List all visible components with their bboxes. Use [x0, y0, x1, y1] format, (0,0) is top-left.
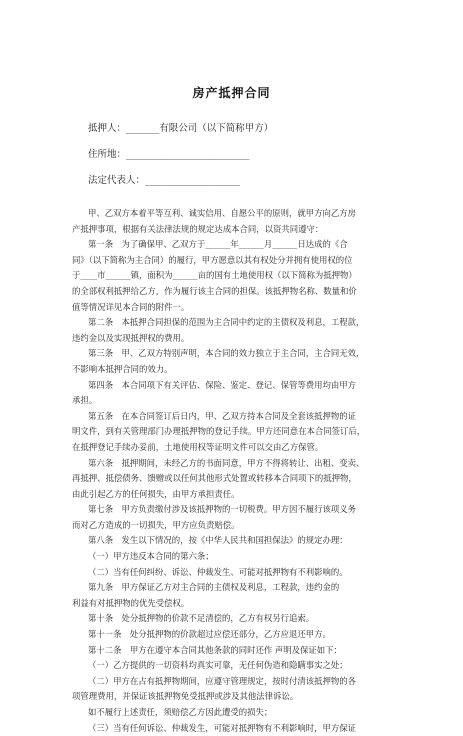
paragraph-line: 再抵押、抵偿债务、馈赠或以任何其他形式处置或转移本合同项下的抵押物， [72, 473, 357, 484]
paragraph-line: （一）乙方提供的一切资料均真实可靠，无任何伪造和隐瞒事实之处； [88, 660, 348, 671]
paragraph-line: （二）甲方在占有抵押物期间，应遵守管理规定，按时付清该抵押物的各 [88, 675, 356, 686]
paragraph-line: 违约金以及实现抵押权的费用。 [72, 332, 190, 343]
paragraph-line: 第十二条 甲方在遵守本合同其他条款的同时还作 声明及保证如下： [88, 644, 342, 655]
paragraph-line: 第七条 甲方负责缴付涉及该抵押物的一切税费。甲方因不履行该项义务 [88, 504, 356, 515]
paragraph-line: 第三条 甲、乙双方特别声明，本合同的效力独立于主合同，主合同无效， [88, 348, 365, 359]
paragraph-line: 第五条 在本合同签订后日内，甲、乙双方持本合同及全套该抵押物的证 [88, 410, 356, 421]
paragraph-line: 在抵押登记手续办妥前，土地使用权等证明文件可以交由乙方保管。 [72, 441, 324, 452]
paragraph-line: 第十一条 处分抵押物的价款超过应偿还部分，乙方应退还甲方。 [88, 629, 331, 640]
paragraph-line: （一）甲方违反本合同的第六条； [88, 551, 214, 562]
paragraph-line: 第六条 抵押期间，未经乙方的书面同意，甲方不得将转让、出租、变卖、 [88, 457, 365, 468]
paragraph-line: 而对乙方造成的一切损失，甲方应负责赔偿。 [72, 519, 240, 530]
paragraph-line: 如不履行上述责任，须赔偿乙方因此遭受的损失； [88, 707, 273, 717]
paragraph-line: 于____市______镇，面积为______亩的国有土地使用权（以下简称为抵押物） [72, 270, 357, 281]
paragraph-line: 明文件，到有关管理部门办理抵押物的登记手续。甲方还同意在本合同签订后， [72, 426, 366, 437]
paragraph-line: 第十条 处分抵押物的价款不足清偿的，乙方有权另行追索。 [88, 613, 315, 624]
mortgagor-field: 抵押人：_______有限公司（以下简称甲方） [88, 123, 274, 134]
paragraph-line: 同》（以下简称为主合同）的履行，甲方愿意以其有权处分并拥有使用权的位 [72, 254, 353, 265]
paragraph-line: 甲、乙双方本着平等互利、诚实信用、自愿公平的原则，就甲方向乙方房 [88, 208, 356, 218]
paragraph-line: 利益有对抵押物的优先受偿权。 [72, 597, 190, 608]
paragraph-line: 第一条 为了确保甲、乙双方于______年______月______日达成的《合 [88, 239, 348, 250]
paragraph-line: 第九条 甲方保证乙方对主合同的主债权及利息，工程款，违约金的 [88, 582, 340, 593]
paragraph-line: 由此引起乙方的任何损失，由甲方承担责任。 [72, 488, 240, 499]
contract-body [72, 206, 392, 736]
legal-representative-field: 法定代表人：____________________ [88, 175, 241, 186]
document-title: 房产抵押合同 [192, 86, 271, 100]
paragraph-line: 项管理费用，并保证该抵押物免受抵押或涉及其他法律诉讼。 [72, 691, 299, 702]
paragraph-line: （二）当有任何纠纷、诉讼、仲裁发生、可能对抵押物有不利影响的。 [88, 566, 348, 577]
paragraph-line: 不影响本抵押合同的效力。 [72, 363, 173, 374]
paragraph-line: 第八条 发生以下情况的，按《中华人民共和国担保法》的规定办理： [88, 535, 348, 546]
paragraph-line: 第四条 本合同项下有关评估、保险、鉴定、登记、保管等费用均由甲方 [88, 379, 356, 390]
paragraph-line: 值等情况详见本合同的附件一。 [72, 301, 190, 312]
paragraph-line: 承担。 [72, 395, 98, 406]
address-field: 住所地：__________________________ [88, 149, 250, 160]
paragraph-line: 的全部权利抵押给乙方，作为履行该主合同的担保。该抵押物名称、数量和价 [72, 285, 357, 296]
paragraph-line: 第二条 本抵押合同担保的范围为主合同中约定的主债权及利息，工程款， [88, 317, 365, 328]
paragraph-line: 产抵押事项，根据有关法律法规的规定达成本合同，以资共同遵守： [72, 223, 324, 234]
paragraph-line: （三）当有任何诉讼、仲裁发生，可能对抵押物有不利影响时，甲方保证 [88, 722, 356, 733]
